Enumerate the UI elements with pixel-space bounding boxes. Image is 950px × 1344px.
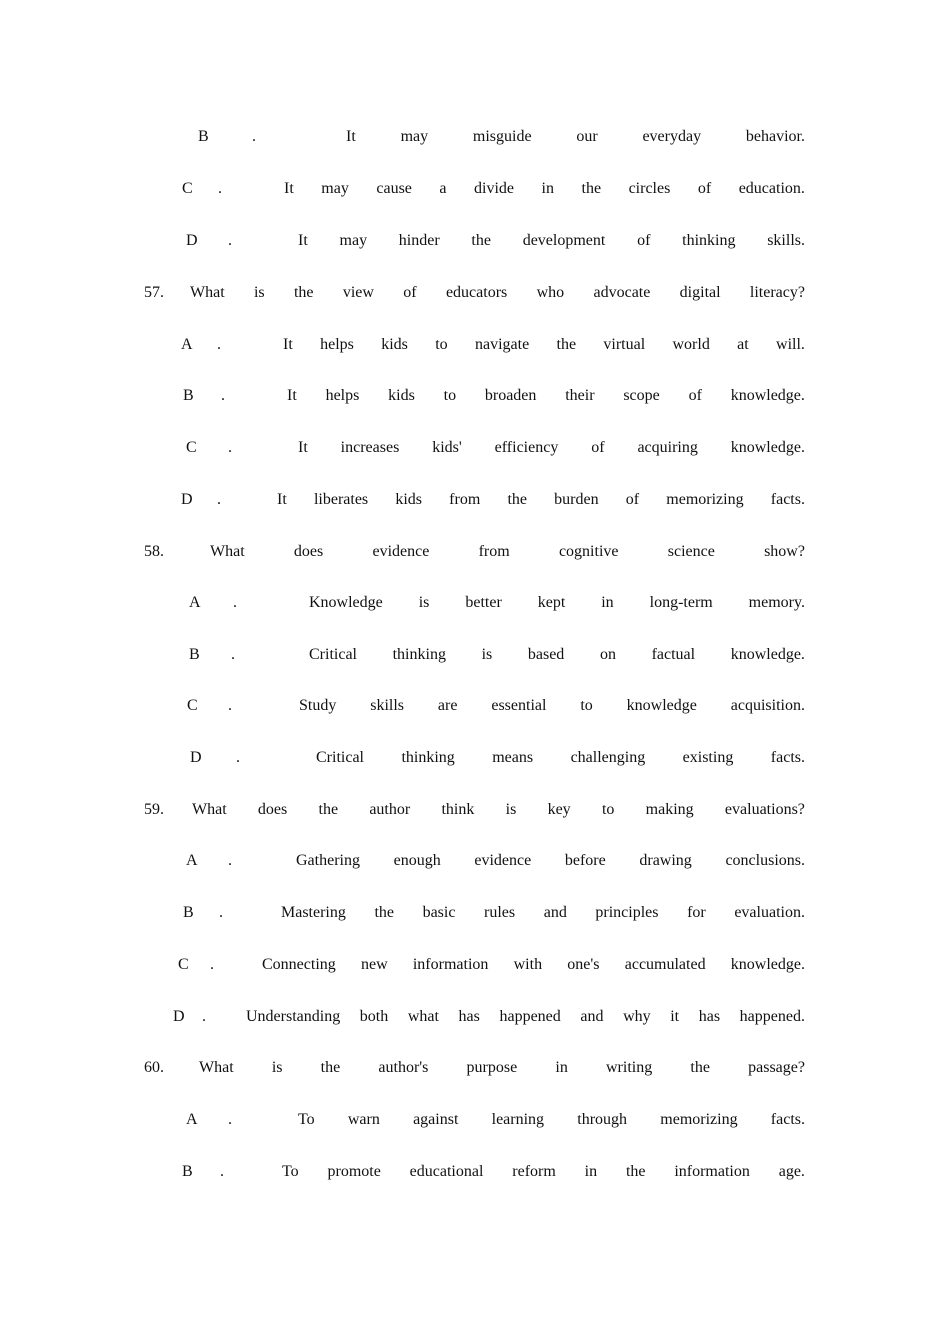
word: information <box>412 956 489 973</box>
word: the <box>507 491 527 508</box>
word: based <box>527 646 565 663</box>
option-line <box>181 488 805 512</box>
word: is <box>505 801 517 818</box>
word: kids' <box>432 439 462 456</box>
word: world <box>672 336 710 353</box>
word: acquiring <box>637 439 698 456</box>
option-text <box>316 746 805 770</box>
word: Critical <box>316 749 364 766</box>
word: of <box>637 232 651 249</box>
option-dot: . <box>231 646 235 663</box>
word: on <box>599 646 616 663</box>
word: may <box>400 128 429 145</box>
option-letter: B <box>189 646 200 663</box>
option-marker <box>198 125 256 149</box>
word: one's <box>567 956 600 973</box>
option-letter: B <box>198 128 209 145</box>
word: are <box>437 697 458 714</box>
option-letter: C <box>182 180 193 197</box>
option-marker <box>181 333 221 357</box>
word: the <box>471 232 491 249</box>
word: of <box>591 439 605 456</box>
option-line <box>178 953 805 977</box>
word: new <box>360 956 388 973</box>
option-line <box>182 177 805 201</box>
word: from <box>449 491 481 508</box>
word: education. <box>738 180 805 197</box>
word: knowledge. <box>730 439 805 456</box>
word: age. <box>778 1163 805 1180</box>
option-line <box>181 333 805 357</box>
word: is <box>481 646 493 663</box>
word: factual <box>651 646 696 663</box>
word: broaden <box>484 387 537 404</box>
option-line <box>182 1160 805 1184</box>
word: the <box>581 180 602 197</box>
word: of <box>625 491 640 508</box>
word: of <box>697 180 712 197</box>
word: think <box>441 801 475 818</box>
word: it <box>670 1008 680 1025</box>
word: the <box>293 284 314 301</box>
option-text <box>262 953 805 977</box>
option-letter: A <box>186 852 198 869</box>
option-letter: D <box>173 1008 185 1025</box>
word: Critical <box>309 646 357 663</box>
word: passage? <box>748 1059 805 1076</box>
word: in <box>601 594 614 611</box>
word: does <box>257 801 288 818</box>
word: has <box>458 1008 480 1025</box>
word: may <box>339 232 368 249</box>
word: facts. <box>770 1111 805 1128</box>
word: literacy? <box>749 284 805 301</box>
option-text <box>277 488 805 512</box>
word: and <box>543 904 567 921</box>
word: It <box>298 232 308 249</box>
word: view <box>342 284 374 301</box>
option-marker <box>186 849 232 873</box>
question-text <box>190 281 805 305</box>
word: evidence <box>474 852 532 869</box>
option-line <box>183 901 805 925</box>
word: knowledge. <box>730 646 805 663</box>
word: has <box>698 1008 721 1025</box>
option-text <box>296 849 805 873</box>
word: facts. <box>770 749 805 766</box>
word: memorizing <box>660 1111 738 1128</box>
option-marker <box>183 901 223 925</box>
word: accumulated <box>624 956 706 973</box>
option-text <box>309 591 805 615</box>
option-letter: C <box>178 956 189 973</box>
option-line <box>186 1108 805 1132</box>
word: divide <box>474 180 515 197</box>
option-dot: . <box>228 1111 232 1128</box>
word: knowledge. <box>730 387 805 404</box>
word: cognitive <box>558 543 619 560</box>
word: educators <box>445 284 508 301</box>
word: before <box>564 852 606 869</box>
option-text <box>283 333 805 357</box>
word: their <box>565 387 595 404</box>
option-marker <box>186 1108 232 1132</box>
word: of <box>688 387 702 404</box>
word: kids <box>381 336 408 353</box>
word: kept <box>537 594 566 611</box>
option-dot: . <box>217 491 221 508</box>
word: is <box>418 594 430 611</box>
word: is <box>271 1059 283 1076</box>
question-text <box>199 1056 805 1080</box>
word: advocate <box>593 284 651 301</box>
word: It <box>287 387 297 404</box>
word: What <box>210 543 245 560</box>
word: purpose <box>466 1059 518 1076</box>
word: from <box>478 543 510 560</box>
option-letter: B <box>183 387 194 404</box>
word: reform <box>512 1163 556 1180</box>
question-number: 59. <box>144 801 164 818</box>
word: drawing <box>639 852 692 869</box>
word: essential <box>491 697 547 714</box>
word: against <box>413 1111 459 1128</box>
word: long-term <box>649 594 713 611</box>
word: better <box>465 594 502 611</box>
word: in <box>541 180 554 197</box>
word: evaluations? <box>724 801 805 818</box>
option-letter: C <box>186 439 197 456</box>
word: memorizing <box>666 491 744 508</box>
word: What <box>192 801 227 818</box>
word: the <box>625 1163 646 1180</box>
option-text <box>299 694 805 718</box>
word: It <box>283 336 293 353</box>
word: a <box>439 180 447 197</box>
word: skills <box>370 697 405 714</box>
option-marker <box>183 384 225 408</box>
word: It <box>346 128 356 145</box>
word: liberates <box>313 491 369 508</box>
word: warn <box>347 1111 380 1128</box>
word: will. <box>776 336 805 353</box>
question-line <box>144 540 805 564</box>
word: acquisition. <box>730 697 805 714</box>
option-line <box>186 849 805 873</box>
word: Knowledge <box>309 594 383 611</box>
option-text <box>298 1108 805 1132</box>
word: does <box>293 543 324 560</box>
option-marker <box>186 229 232 253</box>
option-marker <box>181 488 221 512</box>
word: happened <box>499 1008 561 1025</box>
option-marker <box>189 591 237 615</box>
option-letter: C <box>187 697 198 714</box>
word: conclusions. <box>725 852 805 869</box>
word: is <box>253 284 265 301</box>
word: efficiency <box>494 439 559 456</box>
option-dot: . <box>221 387 225 404</box>
word: the <box>320 1059 341 1076</box>
word: thinking <box>682 232 736 249</box>
word: scope <box>623 387 660 404</box>
option-dot: . <box>210 956 214 973</box>
option-line <box>189 643 805 667</box>
option-dot: . <box>219 904 223 921</box>
word: principles <box>595 904 659 921</box>
word: the <box>374 904 394 921</box>
word: the <box>318 801 339 818</box>
word: the <box>690 1059 710 1076</box>
word: to <box>580 697 593 714</box>
word: Mastering <box>281 904 346 921</box>
word: writing <box>606 1059 653 1076</box>
word: Understanding <box>246 1008 341 1025</box>
question-number: 60. <box>144 1059 164 1076</box>
option-text <box>298 436 805 460</box>
option-dot: . <box>236 749 240 766</box>
question-line <box>144 798 805 822</box>
word: Study <box>299 697 337 714</box>
word: development <box>522 232 606 249</box>
option-letter: A <box>186 1111 198 1128</box>
option-dot: . <box>228 439 232 456</box>
word: who <box>536 284 565 301</box>
word: everyday <box>642 128 702 145</box>
word: memory. <box>748 594 805 611</box>
word: promote <box>327 1163 381 1180</box>
option-dot: . <box>202 1008 206 1025</box>
word: challenging <box>570 749 646 766</box>
word: why <box>623 1008 651 1025</box>
word: cause <box>376 180 412 197</box>
word: in <box>555 1059 568 1076</box>
question-text <box>210 540 805 564</box>
word: skills. <box>767 232 805 249</box>
word: kids <box>388 387 415 404</box>
option-marker <box>178 953 214 977</box>
word: our <box>576 128 598 145</box>
word: author's <box>378 1059 429 1076</box>
word: for <box>687 904 706 921</box>
option-dot: . <box>217 336 221 353</box>
word: to <box>443 387 457 404</box>
word: happened. <box>739 1008 805 1025</box>
word: to <box>601 801 615 818</box>
word: the <box>556 336 577 353</box>
word: may <box>321 180 349 197</box>
word: making <box>645 801 694 818</box>
word: show? <box>764 543 805 560</box>
word: helps <box>320 336 354 353</box>
word: circles <box>628 180 671 197</box>
option-marker <box>173 1005 206 1029</box>
option-line <box>186 229 805 253</box>
option-text <box>309 643 805 667</box>
word: What <box>199 1059 234 1076</box>
option-marker <box>189 643 235 667</box>
option-line <box>198 125 805 149</box>
word: burden <box>554 491 599 508</box>
word: science <box>667 543 715 560</box>
word: at <box>737 336 749 353</box>
word: both <box>359 1008 389 1025</box>
option-dot: . <box>228 232 232 249</box>
word: To <box>282 1163 299 1180</box>
question-line <box>144 281 805 305</box>
word: learning <box>491 1111 545 1128</box>
word: Connecting <box>262 956 336 973</box>
word: enough <box>393 852 441 869</box>
option-line <box>187 694 805 718</box>
option-text <box>246 1005 805 1029</box>
word: evidence <box>372 543 430 560</box>
word: knowledge. <box>730 956 805 973</box>
option-text <box>284 177 805 201</box>
option-line <box>189 591 805 615</box>
word: through <box>577 1111 628 1128</box>
word: kids <box>395 491 422 508</box>
option-dot: . <box>220 1163 224 1180</box>
option-line <box>183 384 805 408</box>
option-line <box>173 1005 805 1029</box>
option-text <box>298 229 805 253</box>
option-marker <box>186 436 232 460</box>
option-line <box>186 436 805 460</box>
option-letter: D <box>190 749 202 766</box>
word: and <box>580 1008 604 1025</box>
word: to <box>435 336 448 353</box>
word: rules <box>484 904 516 921</box>
word: with <box>513 956 543 973</box>
option-letter: B <box>183 904 194 921</box>
word: means <box>492 749 534 766</box>
word: thinking <box>392 646 446 663</box>
word: What <box>190 284 225 301</box>
word: Gathering <box>296 852 360 869</box>
word: It <box>298 439 308 456</box>
option-dot: . <box>228 697 232 714</box>
word: To <box>298 1111 315 1128</box>
option-letter: B <box>182 1163 193 1180</box>
option-text <box>287 384 805 408</box>
option-text <box>346 125 805 149</box>
question-number: 58. <box>144 543 164 560</box>
option-dot: . <box>233 594 237 611</box>
option-marker <box>187 694 232 718</box>
question-number: 57. <box>144 284 164 301</box>
word: knowledge <box>626 697 697 714</box>
option-letter: D <box>186 232 198 249</box>
word: increases <box>340 439 400 456</box>
option-dot: . <box>252 128 256 145</box>
word: educational <box>409 1163 484 1180</box>
question-line <box>144 1056 805 1080</box>
option-marker <box>182 177 222 201</box>
word: hinder <box>398 232 440 249</box>
word: thinking <box>401 749 455 766</box>
option-letter: A <box>181 336 193 353</box>
option-marker <box>182 1160 224 1184</box>
word: facts. <box>770 491 805 508</box>
word: misguide <box>472 128 532 145</box>
word: It <box>277 491 287 508</box>
option-marker <box>190 746 240 770</box>
word: author <box>369 801 411 818</box>
option-letter: A <box>189 594 201 611</box>
option-text <box>282 1160 805 1184</box>
word: of <box>403 284 417 301</box>
question-text <box>192 798 805 822</box>
option-letter: D <box>181 491 193 508</box>
word: existing <box>682 749 734 766</box>
word: key <box>547 801 571 818</box>
word: It <box>284 180 294 197</box>
word: information <box>674 1163 750 1180</box>
word: basic <box>422 904 456 921</box>
word: helps <box>325 387 360 404</box>
option-line <box>190 746 805 770</box>
word: navigate <box>475 336 530 353</box>
option-dot: . <box>218 180 222 197</box>
word: evaluation. <box>734 904 805 921</box>
word: virtual <box>603 336 646 353</box>
word: digital <box>679 284 721 301</box>
option-dot: . <box>228 852 232 869</box>
option-text <box>281 901 805 925</box>
word: what <box>407 1008 439 1025</box>
word: in <box>584 1163 598 1180</box>
word: behavior. <box>745 128 805 145</box>
